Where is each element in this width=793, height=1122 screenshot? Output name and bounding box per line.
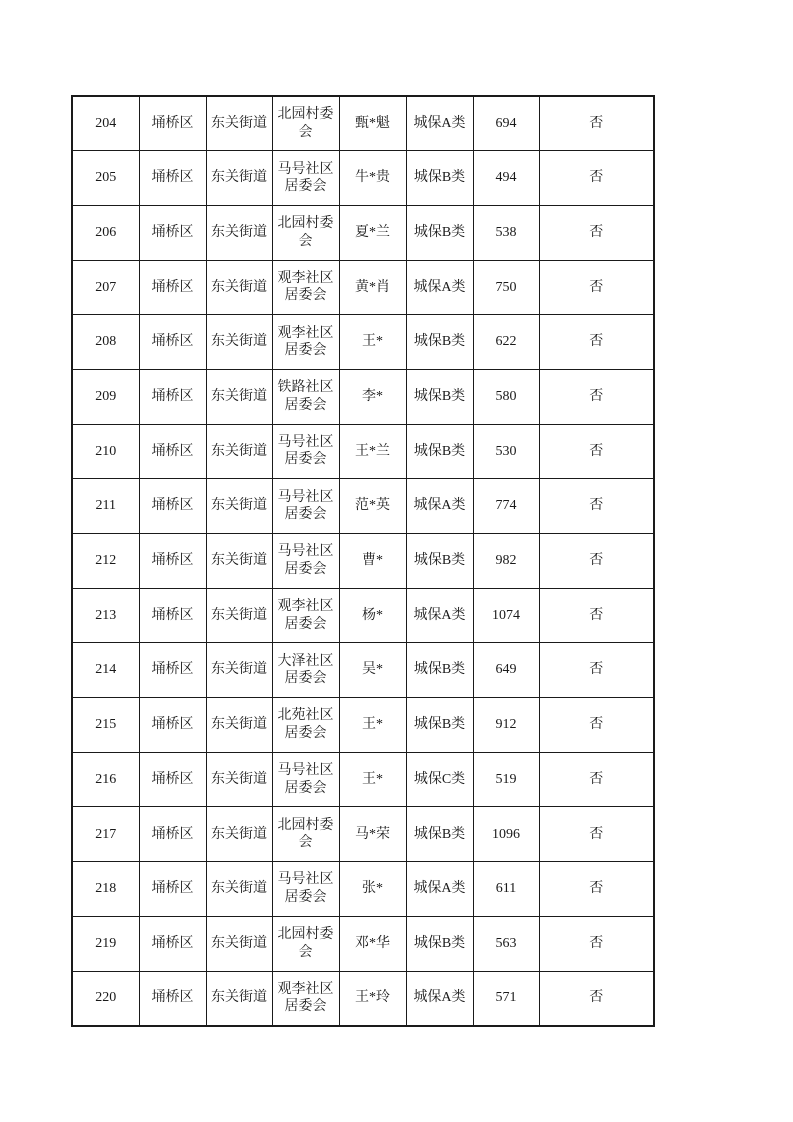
cell-street: 东关街道 — [206, 862, 272, 917]
cell-name: 邓*华 — [339, 916, 406, 971]
cell-district: 埇桥区 — [139, 315, 206, 370]
cell-name: 牛*贵 — [339, 151, 406, 206]
table-row — [72, 151, 654, 206]
cell-name: 吴* — [339, 643, 406, 698]
table-row — [72, 588, 654, 643]
cell-category: 城保B类 — [406, 151, 473, 206]
cell-name: 范*英 — [339, 479, 406, 534]
cell-committee: 北苑社区居委会 — [272, 698, 339, 753]
cell-amount: 519 — [473, 752, 539, 807]
cell-district: 埇桥区 — [139, 643, 206, 698]
cell-amount: 649 — [473, 643, 539, 698]
cell-name: 黄*肖 — [339, 260, 406, 315]
cell-street: 东关街道 — [206, 807, 272, 862]
cell-flag: 否 — [539, 862, 654, 917]
cell-amount: 912 — [473, 698, 539, 753]
cell-amount: 1096 — [473, 807, 539, 862]
cell-category: 城保A类 — [406, 862, 473, 917]
cell-no: 220 — [72, 971, 139, 1026]
table-row — [72, 916, 654, 971]
cell-committee: 北园村委会 — [272, 807, 339, 862]
cell-flag: 否 — [539, 96, 654, 151]
cell-committee: 马号社区居委会 — [272, 752, 339, 807]
cell-flag: 否 — [539, 588, 654, 643]
cell-flag: 否 — [539, 752, 654, 807]
cell-street: 东关街道 — [206, 479, 272, 534]
cell-no: 215 — [72, 698, 139, 753]
table-row — [72, 96, 654, 151]
cell-district: 埇桥区 — [139, 971, 206, 1026]
cell-district: 埇桥区 — [139, 424, 206, 479]
cell-name: 王* — [339, 752, 406, 807]
cell-committee: 观李社区居委会 — [272, 260, 339, 315]
cell-district: 埇桥区 — [139, 807, 206, 862]
table-row — [72, 862, 654, 917]
cell-flag: 否 — [539, 807, 654, 862]
cell-street: 东关街道 — [206, 151, 272, 206]
table-row — [72, 260, 654, 315]
cell-amount: 982 — [473, 534, 539, 589]
table-row — [72, 971, 654, 1026]
cell-no: 216 — [72, 752, 139, 807]
cell-flag: 否 — [539, 698, 654, 753]
cell-flag: 否 — [539, 151, 654, 206]
cell-no: 218 — [72, 862, 139, 917]
cell-name: 杨* — [339, 588, 406, 643]
cell-flag: 否 — [539, 534, 654, 589]
cell-committee: 北园村委会 — [272, 916, 339, 971]
cell-amount: 750 — [473, 260, 539, 315]
cell-amount: 611 — [473, 862, 539, 917]
cell-committee: 马号社区居委会 — [272, 534, 339, 589]
cell-street: 东关街道 — [206, 369, 272, 424]
cell-committee: 北园村委会 — [272, 96, 339, 151]
cell-amount: 622 — [473, 315, 539, 370]
cell-street: 东关街道 — [206, 698, 272, 753]
cell-no: 213 — [72, 588, 139, 643]
cell-street: 东关街道 — [206, 643, 272, 698]
cell-flag: 否 — [539, 424, 654, 479]
cell-category: 城保B类 — [406, 643, 473, 698]
cell-flag: 否 — [539, 315, 654, 370]
cell-committee: 马号社区居委会 — [272, 862, 339, 917]
cell-committee: 观李社区居委会 — [272, 315, 339, 370]
cell-committee: 马号社区居委会 — [272, 479, 339, 534]
cell-district: 埇桥区 — [139, 369, 206, 424]
table-row — [72, 369, 654, 424]
cell-name: 王* — [339, 698, 406, 753]
cell-street: 东关街道 — [206, 752, 272, 807]
cell-category: 城保B类 — [406, 424, 473, 479]
cell-district: 埇桥区 — [139, 151, 206, 206]
cell-street: 东关街道 — [206, 315, 272, 370]
table-row — [72, 479, 654, 534]
cell-flag: 否 — [539, 369, 654, 424]
cell-street: 东关街道 — [206, 424, 272, 479]
cell-name: 张* — [339, 862, 406, 917]
table-row — [72, 698, 654, 753]
cell-committee: 马号社区居委会 — [272, 151, 339, 206]
cell-amount: 1074 — [473, 588, 539, 643]
cell-committee: 观李社区居委会 — [272, 971, 339, 1026]
cell-street: 东关街道 — [206, 260, 272, 315]
cell-category: 城保B类 — [406, 205, 473, 260]
cell-category: 城保B类 — [406, 369, 473, 424]
cell-name: 曹* — [339, 534, 406, 589]
cell-name: 马*荣 — [339, 807, 406, 862]
cell-name: 甄*魁 — [339, 96, 406, 151]
cell-district: 埇桥区 — [139, 588, 206, 643]
cell-district: 埇桥区 — [139, 752, 206, 807]
cell-category: 城保A类 — [406, 260, 473, 315]
table-row — [72, 205, 654, 260]
cell-district: 埇桥区 — [139, 479, 206, 534]
cell-category: 城保A类 — [406, 96, 473, 151]
cell-amount: 538 — [473, 205, 539, 260]
cell-flag: 否 — [539, 260, 654, 315]
cell-no: 211 — [72, 479, 139, 534]
cell-district: 埇桥区 — [139, 260, 206, 315]
cell-committee: 铁路社区居委会 — [272, 369, 339, 424]
cell-flag: 否 — [539, 971, 654, 1026]
cell-no: 205 — [72, 151, 139, 206]
cell-no: 210 — [72, 424, 139, 479]
table-row — [72, 643, 654, 698]
cell-committee: 马号社区居委会 — [272, 424, 339, 479]
cell-no: 209 — [72, 369, 139, 424]
cell-street: 东关街道 — [206, 916, 272, 971]
cell-name: 王*兰 — [339, 424, 406, 479]
cell-street: 东关街道 — [206, 96, 272, 151]
cell-no: 204 — [72, 96, 139, 151]
cell-category: 城保A类 — [406, 588, 473, 643]
cell-district: 埇桥区 — [139, 534, 206, 589]
table-row — [72, 807, 654, 862]
cell-amount: 494 — [473, 151, 539, 206]
cell-name: 王* — [339, 315, 406, 370]
cell-flag: 否 — [539, 479, 654, 534]
table-body — [72, 96, 654, 1026]
cell-flag: 否 — [539, 916, 654, 971]
cell-amount: 580 — [473, 369, 539, 424]
cell-no: 206 — [72, 205, 139, 260]
cell-category: 城保A类 — [406, 479, 473, 534]
cell-category: 城保B类 — [406, 315, 473, 370]
cell-name: 王*玲 — [339, 971, 406, 1026]
cell-committee: 大泽社区居委会 — [272, 643, 339, 698]
cell-no: 217 — [72, 807, 139, 862]
cell-no: 208 — [72, 315, 139, 370]
cell-district: 埇桥区 — [139, 698, 206, 753]
cell-amount: 563 — [473, 916, 539, 971]
cell-amount: 571 — [473, 971, 539, 1026]
cell-category: 城保B类 — [406, 698, 473, 753]
table-row — [72, 534, 654, 589]
table-row — [72, 424, 654, 479]
cell-committee: 北园村委会 — [272, 205, 339, 260]
recipient-table — [71, 95, 655, 1027]
table-row — [72, 315, 654, 370]
cell-district: 埇桥区 — [139, 96, 206, 151]
cell-amount: 530 — [473, 424, 539, 479]
cell-no: 219 — [72, 916, 139, 971]
cell-no: 207 — [72, 260, 139, 315]
cell-amount: 694 — [473, 96, 539, 151]
cell-street: 东关街道 — [206, 534, 272, 589]
cell-no: 214 — [72, 643, 139, 698]
cell-no: 212 — [72, 534, 139, 589]
table-row — [72, 752, 654, 807]
cell-category: 城保A类 — [406, 971, 473, 1026]
cell-street: 东关街道 — [206, 588, 272, 643]
cell-category: 城保B类 — [406, 916, 473, 971]
cell-category: 城保B类 — [406, 807, 473, 862]
cell-name: 夏*兰 — [339, 205, 406, 260]
cell-district: 埇桥区 — [139, 205, 206, 260]
cell-flag: 否 — [539, 643, 654, 698]
cell-street: 东关街道 — [206, 971, 272, 1026]
cell-committee: 观李社区居委会 — [272, 588, 339, 643]
cell-district: 埇桥区 — [139, 862, 206, 917]
cell-amount: 774 — [473, 479, 539, 534]
cell-street: 东关街道 — [206, 205, 272, 260]
cell-flag: 否 — [539, 205, 654, 260]
cell-district: 埇桥区 — [139, 916, 206, 971]
cell-name: 李* — [339, 369, 406, 424]
cell-category: 城保B类 — [406, 534, 473, 589]
cell-category: 城保C类 — [406, 752, 473, 807]
